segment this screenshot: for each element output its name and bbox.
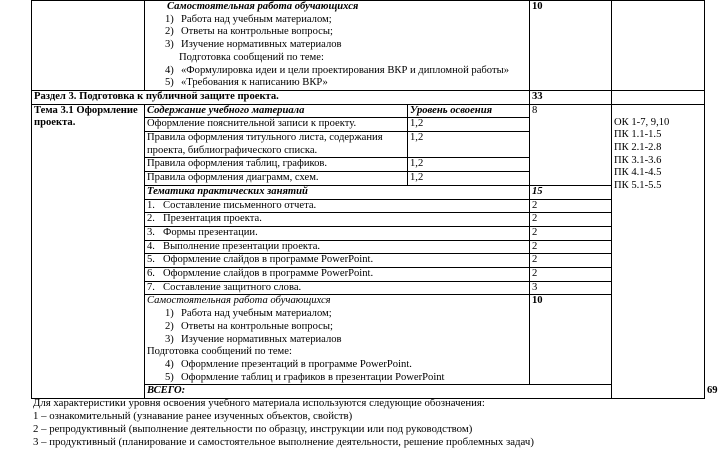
content-level: 1,2 <box>408 172 530 186</box>
competency: ПК 5.1-5.5 <box>614 180 662 192</box>
total-row: ВСЕГО: 69 <box>32 385 705 399</box>
practice-row-hours: 3 <box>530 281 612 295</box>
section-title: Раздел 3. Подготовка к публичной защите проекта. <box>32 90 530 104</box>
content-header: Содержание учебного материала <box>145 104 408 118</box>
competency-cell-empty <box>612 90 705 104</box>
content-text: Правила оформления диаграмм, схем. <box>145 172 408 186</box>
practice-text: 7. Составление защитного слова. <box>145 281 530 295</box>
competency: ПК 1.1-1.5 <box>614 129 662 141</box>
section-row <box>32 90 705 104</box>
note-line: 1 – ознакомительный (узнавание ранее изученных объектов, свойств) <box>33 409 353 422</box>
self-work-subheading-2: Подготовка сообщений по теме: <box>147 346 292 358</box>
self-work-subheading-1: Подготовка сообщений по теме: <box>179 51 324 63</box>
topic-cell-empty <box>32 1 145 91</box>
competency: ПК 2.1-2.8 <box>614 142 662 154</box>
practice-text: 6. Оформление слайдов в программе PowerPoint. <box>145 268 530 282</box>
practice-text: 4. Выполнение презентации проекта. <box>145 240 530 254</box>
self-work-heading-2: Самостоятельная работа обучающихся <box>147 295 331 307</box>
practice-row-hours: 2 <box>530 199 612 213</box>
practice-text: 3. Формы презентации. <box>145 226 530 240</box>
self-work-cell-1 <box>145 1 530 91</box>
content-text: Оформление пояснительной записи к проекту. <box>145 118 408 132</box>
practice-text: 2. Презентация проекта. <box>145 213 530 227</box>
practice-row-hours: 2 <box>530 268 612 282</box>
competency: ПК 3.1-3.6 <box>614 154 662 166</box>
content-header-row <box>32 104 705 118</box>
section-hours: 33 <box>530 90 612 104</box>
self-work-item: 3) Изучение нормативных материалов <box>165 39 342 51</box>
practice-text: 1. Составление письменного отчета. <box>145 199 530 213</box>
self-work-cell-2 <box>145 295 530 385</box>
practice-row-hours: 2 <box>530 240 612 254</box>
content-text: Правила оформления таблиц, графиков. <box>145 158 408 172</box>
practice-header: Тематика практических занятий <box>145 185 530 199</box>
practice-row-hours: 2 <box>530 226 612 240</box>
self-work-item: 3) Изучение нормативных материалов <box>165 333 342 345</box>
practice-text: 5. Оформление слайдов в программе PowerPoint. <box>145 254 530 268</box>
level-header: Уровень освоения <box>408 104 530 118</box>
content-level: 1,2 <box>408 158 530 172</box>
note-line: Для характеристики уровня освоения учебного материала используются следующие обозначения: <box>33 397 485 409</box>
self-work-item: 2) Ответы на контрольные вопросы; <box>165 26 333 38</box>
hours-cell: 10 <box>530 1 612 91</box>
content-level: 1,2 <box>408 118 530 132</box>
self-work-item: 1) Работа над учебным материалом; <box>165 308 332 320</box>
content-text: Правила оформления титульного листа, содержания проекта, библиографического списка. <box>145 132 408 158</box>
self-work-item: 4) Оформление презентаций в программе PowerPoint. <box>165 358 412 370</box>
self-work-hours-2: 10 <box>530 295 612 385</box>
note-line: 3 – продуктивный (планирование и самостоятельное выполнение деятельности, решение проблемных задач) <box>33 435 534 448</box>
note-line: 2 – репродуктивный (выполнение деятельности по образцу, инструкции или под руководством) <box>33 422 473 435</box>
practice-hours: 15 <box>530 185 612 199</box>
competency: ПК 4.1-4.5 <box>614 167 662 179</box>
competencies-cell <box>612 104 705 398</box>
self-work-item: 2) Ответы на контрольные вопросы; <box>165 320 333 332</box>
self-work-item: 5) Оформление таблиц и графиков в презентации PowerPoint <box>165 371 445 383</box>
content-level: 1,2 <box>408 132 530 158</box>
topic-name: Тема 3.1 Оформление проекта. <box>32 104 145 398</box>
self-work-item: 5) «Требования к написанию ВКР» <box>165 77 328 89</box>
competency: ОК 1-7, 9,10 <box>614 116 670 128</box>
content-hours: 8 <box>530 104 612 185</box>
self-work-heading-1: Самостоятельная работа обучающихся <box>167 1 359 12</box>
competency-cell-empty <box>612 1 705 91</box>
practice-row-hours: 2 <box>530 254 612 268</box>
practice-row-hours: 2 <box>530 213 612 227</box>
curriculum-table <box>31 0 718 399</box>
self-work-item: 4) «Формулировка идеи и цели проектирования ВКР и дипломной работы» <box>165 64 509 76</box>
self-work-item: 1) Работа над учебным материалом; <box>165 13 332 25</box>
level-notes <box>33 397 703 449</box>
total-label: ВСЕГО: <box>145 385 612 399</box>
self-work-row-1 <box>32 1 705 91</box>
